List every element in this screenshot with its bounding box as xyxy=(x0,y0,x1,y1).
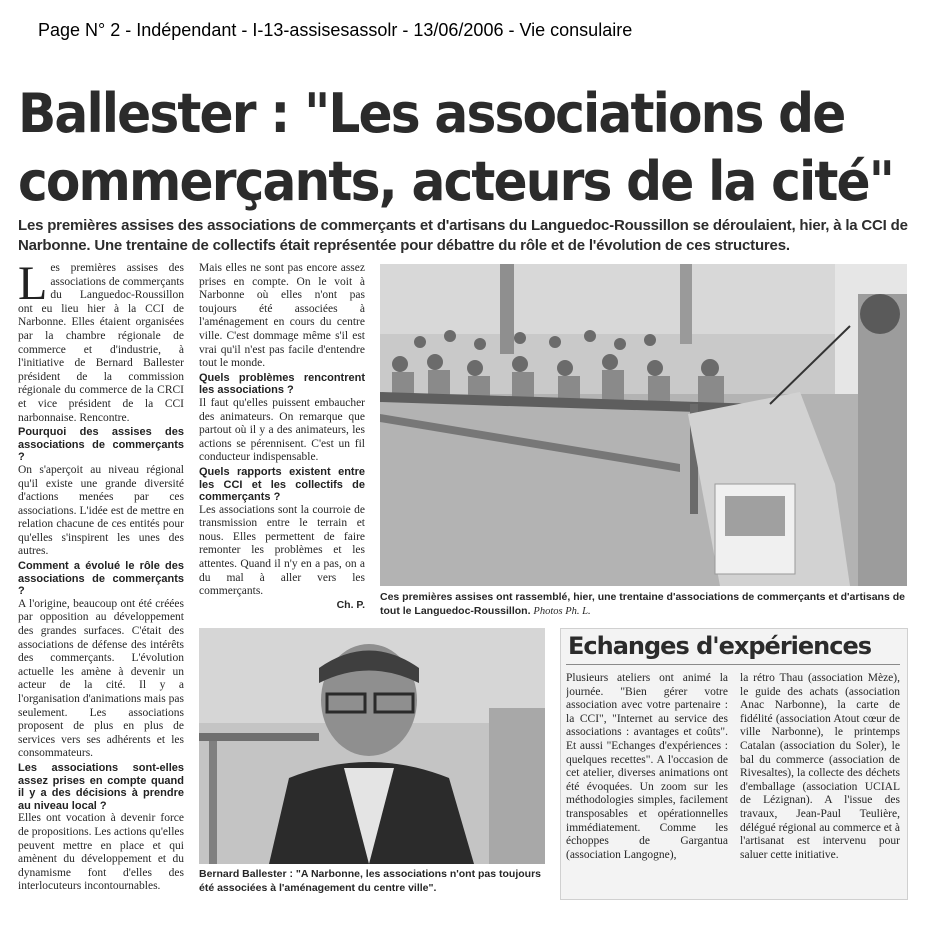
photo-meeting-room xyxy=(380,264,907,586)
article-column-1 xyxy=(18,262,184,902)
answer-4: Il faut qu'elles puissent embaucher des animateurs. On remarque que partout où il y a des animateurs, les actions se pérennisent. C'est un fil conducteur indispensable. xyxy=(199,396,365,464)
photo-meeting-caption-text: Ces premières assises ont rassemblé, hier, une trentaine d'associations de commerçants et d'artisans de tout le Languedoc-Roussillon. xyxy=(380,591,905,617)
drop-cap: L xyxy=(18,262,48,310)
question-5: Quels rapports existent entre les CCI et les collectifs de commerçants ? xyxy=(199,465,365,504)
question-3: Les associations sont-elles assez prises en compte quand il y a des décisions à prendre au niveau local ? xyxy=(18,761,184,812)
intro-text: es premières assises des associations de commerçants du Languedoc-Roussillon ont eu lieu hier à la CCI de Narbonne. Elles étaient organisées par la chambre régionale de commerce et d'industrie, à l'initiative de Bernard Ballester président de la commission régionale du commerce de la CRCI et vice président de la CCI narbonnaise. Rencontre. xyxy=(18,262,184,424)
question-1: Pourquoi des assises des associations de commerçants ? xyxy=(18,426,184,464)
photo-portrait xyxy=(199,628,545,864)
answer-3: Elles ont vocation à devenir force de propositions. Les actions qu'elles peuvent mettre en place et qui amènent du développement et du dynamisme font d'elles des interlocuteurs incontournables. xyxy=(18,812,184,893)
sidebar-column-1: Plusieurs ateliers ont animé la journée. "Bien gérer votre association avec votre partenaire : la CCI", "Internet au service des associations : avantages et coûts". Et aussi "Echanges d'expériences : quelques recettes". A l'occasion de cet atelier, diverses animations ont été évoquées. Un zoom sur les méthodologies simples, facilement transposables et opérationnelles immédiatement. Comme les échoppes de Gargantua (association Langogne), xyxy=(566,672,728,861)
article-lead: Les premières assises des associations de commerçants et d'artisans du Languedoc-Roussillon se déroulaient, hier, à la CCI de Narbonne. Une trentaine de collectifs était représentée pour débattre du rôle et de l'évolution de ces structures. xyxy=(18,217,908,254)
question-2: Comment a évolué le rôle des associations de commerçants ? xyxy=(18,560,184,598)
article-title xyxy=(18,80,894,216)
photo-meeting-caption xyxy=(380,591,907,618)
title-line-1: Ballester : "Les associations de xyxy=(18,82,845,145)
article-column-2 xyxy=(199,262,365,618)
answer-1: On s'aperçoit au niveau régional qu'il existe une grande diversité d'actions menées par ces associations. L'idée est de mettre en relation chacune de ces entités pour qu'elles s'inspirent les unes des autres. xyxy=(18,463,184,558)
sidebar-divider xyxy=(566,664,900,665)
sidebar-column-2: la rétro Thau (association Mèze), le guide des achats (association Anac Narbonne), la carte de fidélité (association Atout cœur de ville Narbonne), le printemps Catalan (association du Soler), le bal du commerce (association de Rivesaltes), la collecte des déchets d'emballage (association UCIAL de Lézignan). A l'issue des travaux, Jean-Paul Teulière, délégué régional au commerce et à l'artisanat est intervenu pour saluer cette initiative. xyxy=(740,672,900,861)
answer-5: Les associations sont la courroie de transmission entre le terrain et nous. Elles permettent de faire remonter les problèmes et les attentes. Quand il n'y en a pas, on a du mal à aller vers les commerçants. xyxy=(199,503,365,598)
answer-2: A l'origine, beaucoup ont été créées par opposition au développement des grandes surfaces. C'était des associations de défense des intérêts des commerçants. L'évolution actuelle les amène à devenir un acteur de la cité. Il y a l'organisation d'animations mais pas seulement. Les associations proposent de plus en plus de services vers ses adhérents et les consommateurs. xyxy=(18,597,184,760)
photo-portrait-caption: Bernard Ballester : "A Narbonne, les associations n'ont pas toujours été associées à l'aménagement du centre ville". xyxy=(199,868,541,894)
answer-continued: Mais elles ne sont pas encore assez prises en compte. On le voit à Narbonne où elles n'ont pas toujours été associées à l'aménagement en cours du centre ville. C'est dommage même s'il est vrai qu'il n'est pas facile d'entendre tout le monde. xyxy=(199,262,365,370)
author-signature: Ch. P. xyxy=(336,598,365,611)
page-header: Page N° 2 - Indépendant - I-13-assisesassolr - 13/06/2006 - Vie consulaire xyxy=(38,20,633,40)
title-line-2: commerçants, acteurs de la cité" xyxy=(18,150,894,213)
photo-credit: Photos Ph. L. xyxy=(533,605,591,617)
sidebar-title: Echanges d'expériences xyxy=(568,632,872,660)
question-4: Quels problèmes rencontrent les associations ? xyxy=(199,371,365,397)
